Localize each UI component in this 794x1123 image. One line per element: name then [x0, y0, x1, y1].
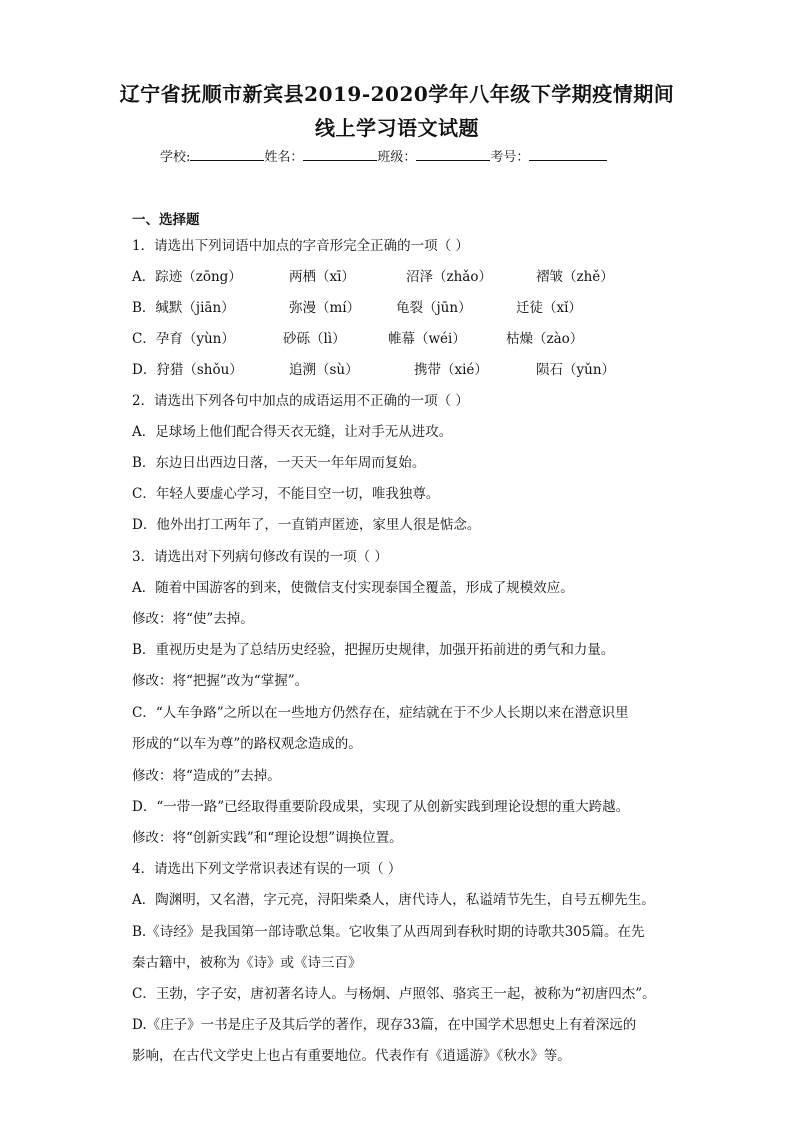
q1-option: 沼泽（zhǎo）	[406, 269, 492, 285]
class-blank	[416, 148, 490, 161]
q3-line: 修改：将“把握”改为“掌握”。	[132, 673, 309, 689]
q4-line: D.《庄子》一书是庄子及其后学的著作，现存33篇，在中国学术思想史上有着深远的	[132, 1017, 637, 1033]
title-line-1: 辽宁省抚顺市新宾县2019-2020学年八年级下学期疫情期间	[119, 82, 675, 106]
q3-line: B．重视历史是为了总结历史经验，把握历史规律，加强开拓前进的勇气和力量。	[132, 642, 615, 658]
q3-line: 形成的“以车为尊”的路权观念造成的。	[132, 736, 362, 752]
q1-option: 两栖（xī）	[289, 269, 355, 285]
q3-stem: 3．请选出对下列病句修改有误的一项（ ）	[132, 549, 388, 565]
q1-option: 龟裂（jūn）	[396, 300, 472, 316]
title-line-2: 线上学习语文试题	[315, 116, 479, 140]
q4-line: 秦古籍中，被称为《诗》或《诗三百》	[132, 955, 362, 971]
school-label: 学校:	[160, 150, 191, 165]
name-label: 姓名：	[264, 150, 304, 165]
q1-option: 弥漫（mí）	[289, 300, 361, 316]
q2-option: D．他外出打工两年了，一直销声匿迹，家里人很是惦念。	[132, 517, 481, 533]
q1-option: 砂砾（lì）	[283, 331, 346, 347]
q1-option: B．缄默（jiān）	[132, 300, 235, 316]
q2-option: B．东边日出西边日落，一天天一年年周而复始。	[132, 455, 426, 471]
q3-line: 修改：将“造成的”去掉。	[132, 768, 281, 784]
q3-line: 修改：将“使”去掉。	[132, 611, 254, 627]
q2-stem: 2．请选出下列各句中加点的成语运用不正确的一项（ ）	[132, 393, 469, 409]
q3-line: D．“一带一路”已经取得重要阶段成果，实现了从创新实践到理论设想的重大跨越。	[132, 799, 630, 815]
section-heading: 一、选择题	[132, 212, 200, 228]
q4-line: 影响，在古代文学史上也占有重要地位。代表作有《逍遥游》《秋水》等。	[132, 1048, 571, 1064]
q4-line: B.《诗经》是我国第一部诗歌总集。它收集了从西周到春秋时期的诗歌共305篇。在先	[132, 924, 645, 940]
q2-option: C．年轻人要虚心学习，不能目空一切，唯我独尊。	[132, 486, 440, 502]
q3-line: C．“人车争路”之所以在一些地方仍然存在，症结就在于不少人长期以来在潜意识里	[132, 705, 629, 721]
q3-line: A．随着中国游客的到来，使微信支付实现泰国全覆盖，形成了规模效应。	[132, 580, 574, 596]
q1-option: 追溯（sù）	[289, 362, 359, 378]
q1-option: 陨石（yǔn）	[536, 362, 616, 378]
q1-option: 帷幕（wéi）	[388, 331, 466, 347]
number-blank	[529, 148, 607, 161]
q1-option: 携带（xié）	[414, 362, 488, 378]
q1-option: C．孕育（yùn）	[132, 331, 235, 347]
q1-option: 褶皱（zhě）	[536, 269, 614, 285]
q1-option: 枯燥（zào）	[506, 331, 584, 347]
q1-option: 迁徒（xǐ）	[516, 300, 582, 316]
class-label: 班级：	[377, 150, 417, 165]
q1-option: D．狩猎（shǒu）	[132, 362, 243, 378]
name-blank	[303, 148, 377, 161]
q1-stem: 1．请选出下列词语中加点的字音形完全正确的一项（ ）	[132, 238, 469, 254]
number-label: 考号：	[490, 150, 530, 165]
q4-line: A．陶渊明，又名潜，字元亮，浔阳柴桑人，唐代诗人，私谥靖节先生，自号五柳先生。	[132, 892, 655, 908]
q3-line: 修改：将“创新实践”和“理论设想”调换位置。	[132, 830, 403, 846]
school-blank	[190, 148, 264, 161]
q4-line: C．王勃，字子安，唐初著名诗人。与杨炯、卢照邻、骆宾王一起，被称为“初唐四杰”。	[132, 986, 656, 1002]
q4-stem: 4．请选出下列文学常识表述有误的一项（ ）	[132, 861, 402, 877]
student-info-row	[160, 146, 607, 165]
q1-option: A．踪迹（zōng）	[132, 269, 242, 285]
q2-option: A．足球场上他们配合得天衣无缝，让对手无从进攻。	[132, 424, 453, 440]
